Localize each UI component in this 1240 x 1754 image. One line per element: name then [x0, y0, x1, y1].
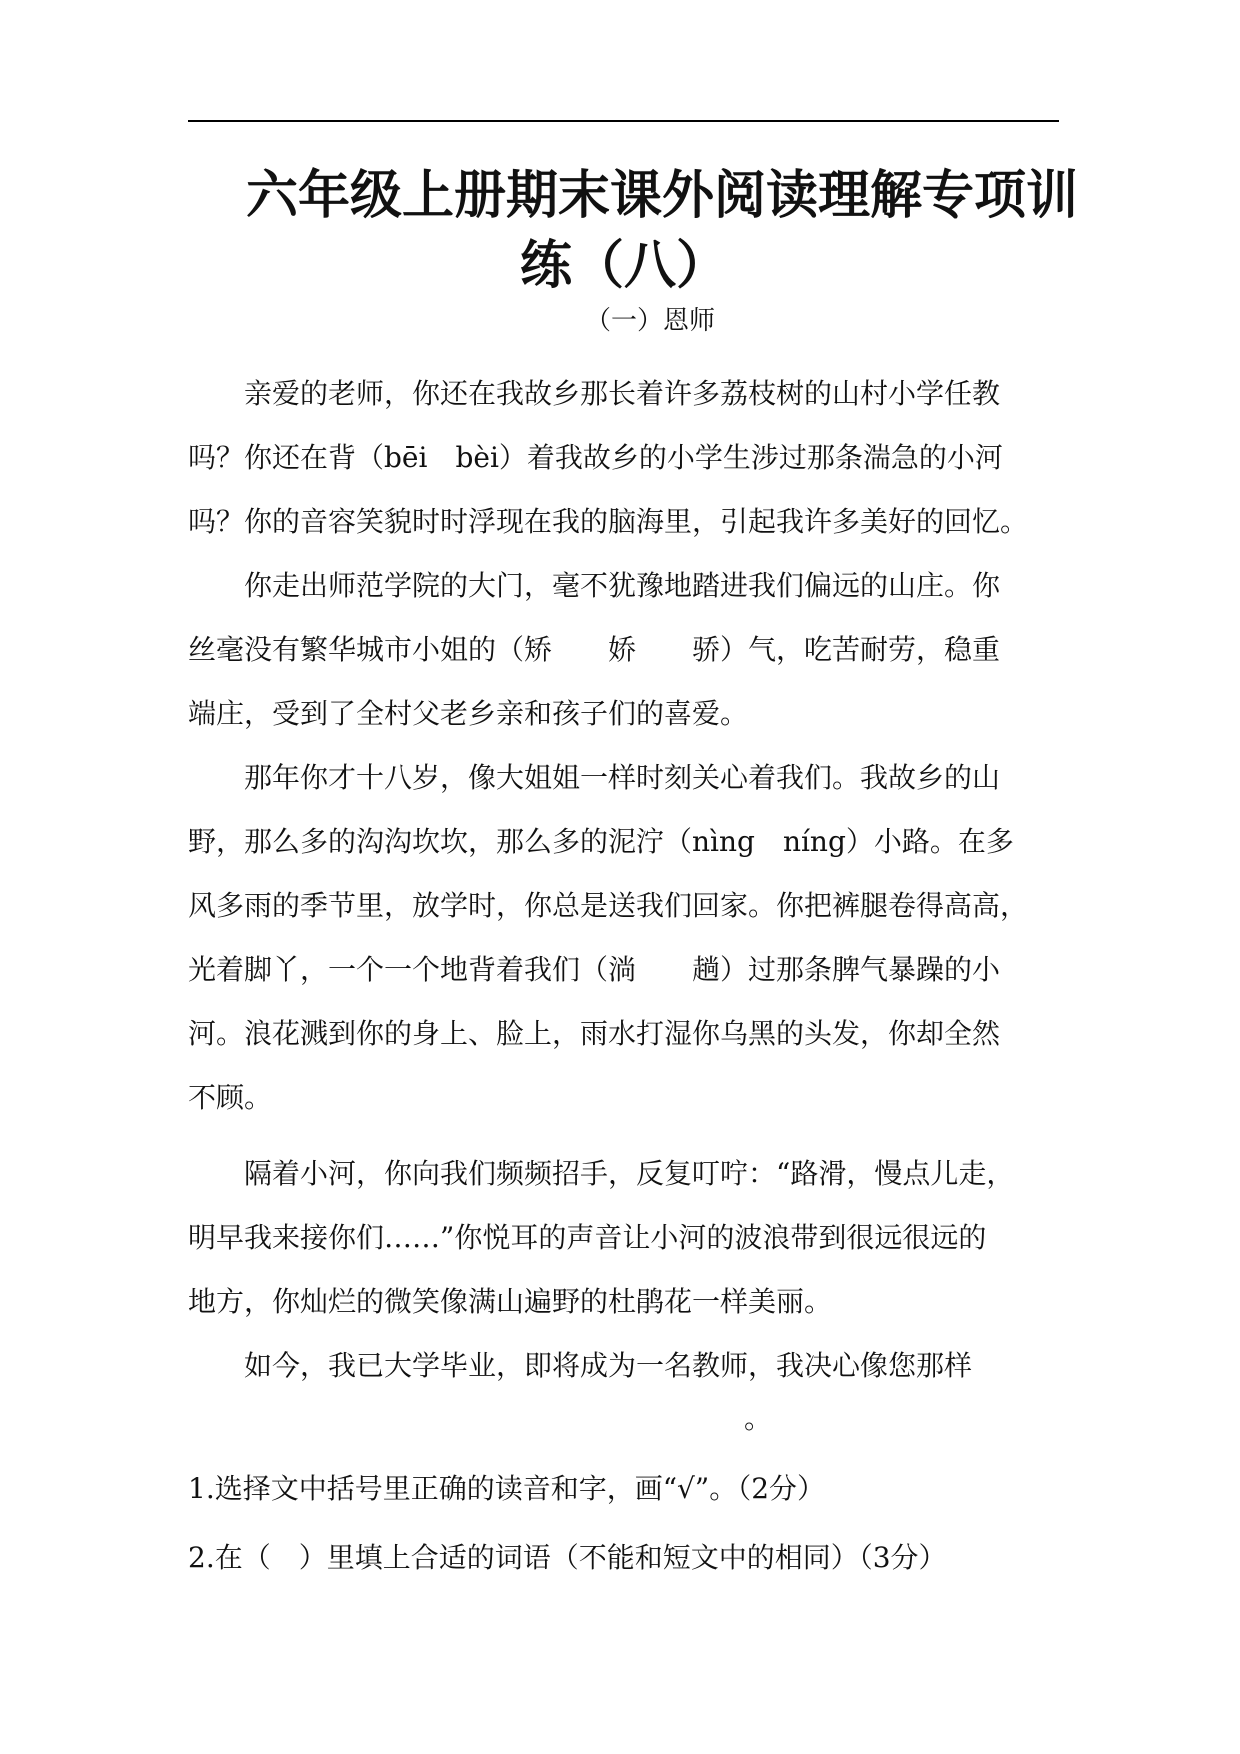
paragraph-line: 你走出师范学院的大门，毫不犹豫地踏进我们偏远的山庄。你	[188, 569, 1001, 602]
paragraph-line: 不顾。	[188, 1081, 273, 1114]
paragraph-line: 野，那么多的沟沟坎坎，那么多的泥泞（nìng níng）小路。在多	[188, 825, 1014, 858]
paragraph-line: 风多雨的季节里，放学时，你总是送我们回家。你把裤腿卷得高高，	[188, 889, 1029, 922]
section-title: （一）恩师	[585, 306, 716, 336]
header-rule	[188, 120, 1059, 122]
title-line-1: 六年级上册期末课外阅读理解专项训	[246, 166, 1079, 226]
question-1: 1.选择文中括号里正确的读音和字，画“√”。（2分）	[188, 1472, 826, 1505]
title-line-2: 练（八）	[520, 236, 729, 296]
paragraph-line: 如今，我已大学毕业，即将成为一名教师，我决心像您那样	[188, 1349, 973, 1382]
paragraph-line: 那年你才十八岁，像大姐姐一样时刻关心着我们。我故乡的山	[188, 761, 1001, 794]
question-2: 2.在（ ）里填上合适的词语（不能和短文中的相同）（3分）	[188, 1541, 947, 1574]
paragraph-line: 光着脚丫，一个一个地背着我们（淌 趟）过那条脾气暴躁的小	[188, 953, 1001, 986]
paragraph-line: 端庄，受到了全村父老乡亲和孩子们的喜爱。	[188, 697, 749, 730]
paragraph-line: 丝毫没有繁华城市小姐的（矫 娇 骄）气，吃苦耐劳，稳重	[188, 633, 1001, 666]
paragraph-line: 明早我来接你们……”你悦耳的声音让小河的波浪带到很远很远的	[188, 1221, 987, 1254]
paragraph-line: 亲爱的老师，你还在我故乡那长着许多荔枝树的山村小学任教	[188, 377, 1001, 410]
paragraph-line: 吗？你还在背（bēi bèi）着我故乡的小学生涉过那条湍急的小河	[188, 441, 1003, 474]
paragraph-line: 吗？你的音容笑貌时时浮现在我的脑海里，引起我许多美好的回忆。	[188, 505, 1029, 538]
paragraph-line: 地方，你灿烂的微笑像满山遍野的杜鹃花一样美丽。	[188, 1285, 833, 1318]
paragraph-line: 隔着小河，你向我们频频招手，反复叮咛：“路滑，慢点儿走，	[188, 1157, 1015, 1190]
paragraph-line: 河。浪花溅到你的身上、脸上，雨水打湿你乌黑的头发，你却全然	[188, 1017, 1001, 1050]
blank-line-end: 。	[744, 1402, 773, 1435]
